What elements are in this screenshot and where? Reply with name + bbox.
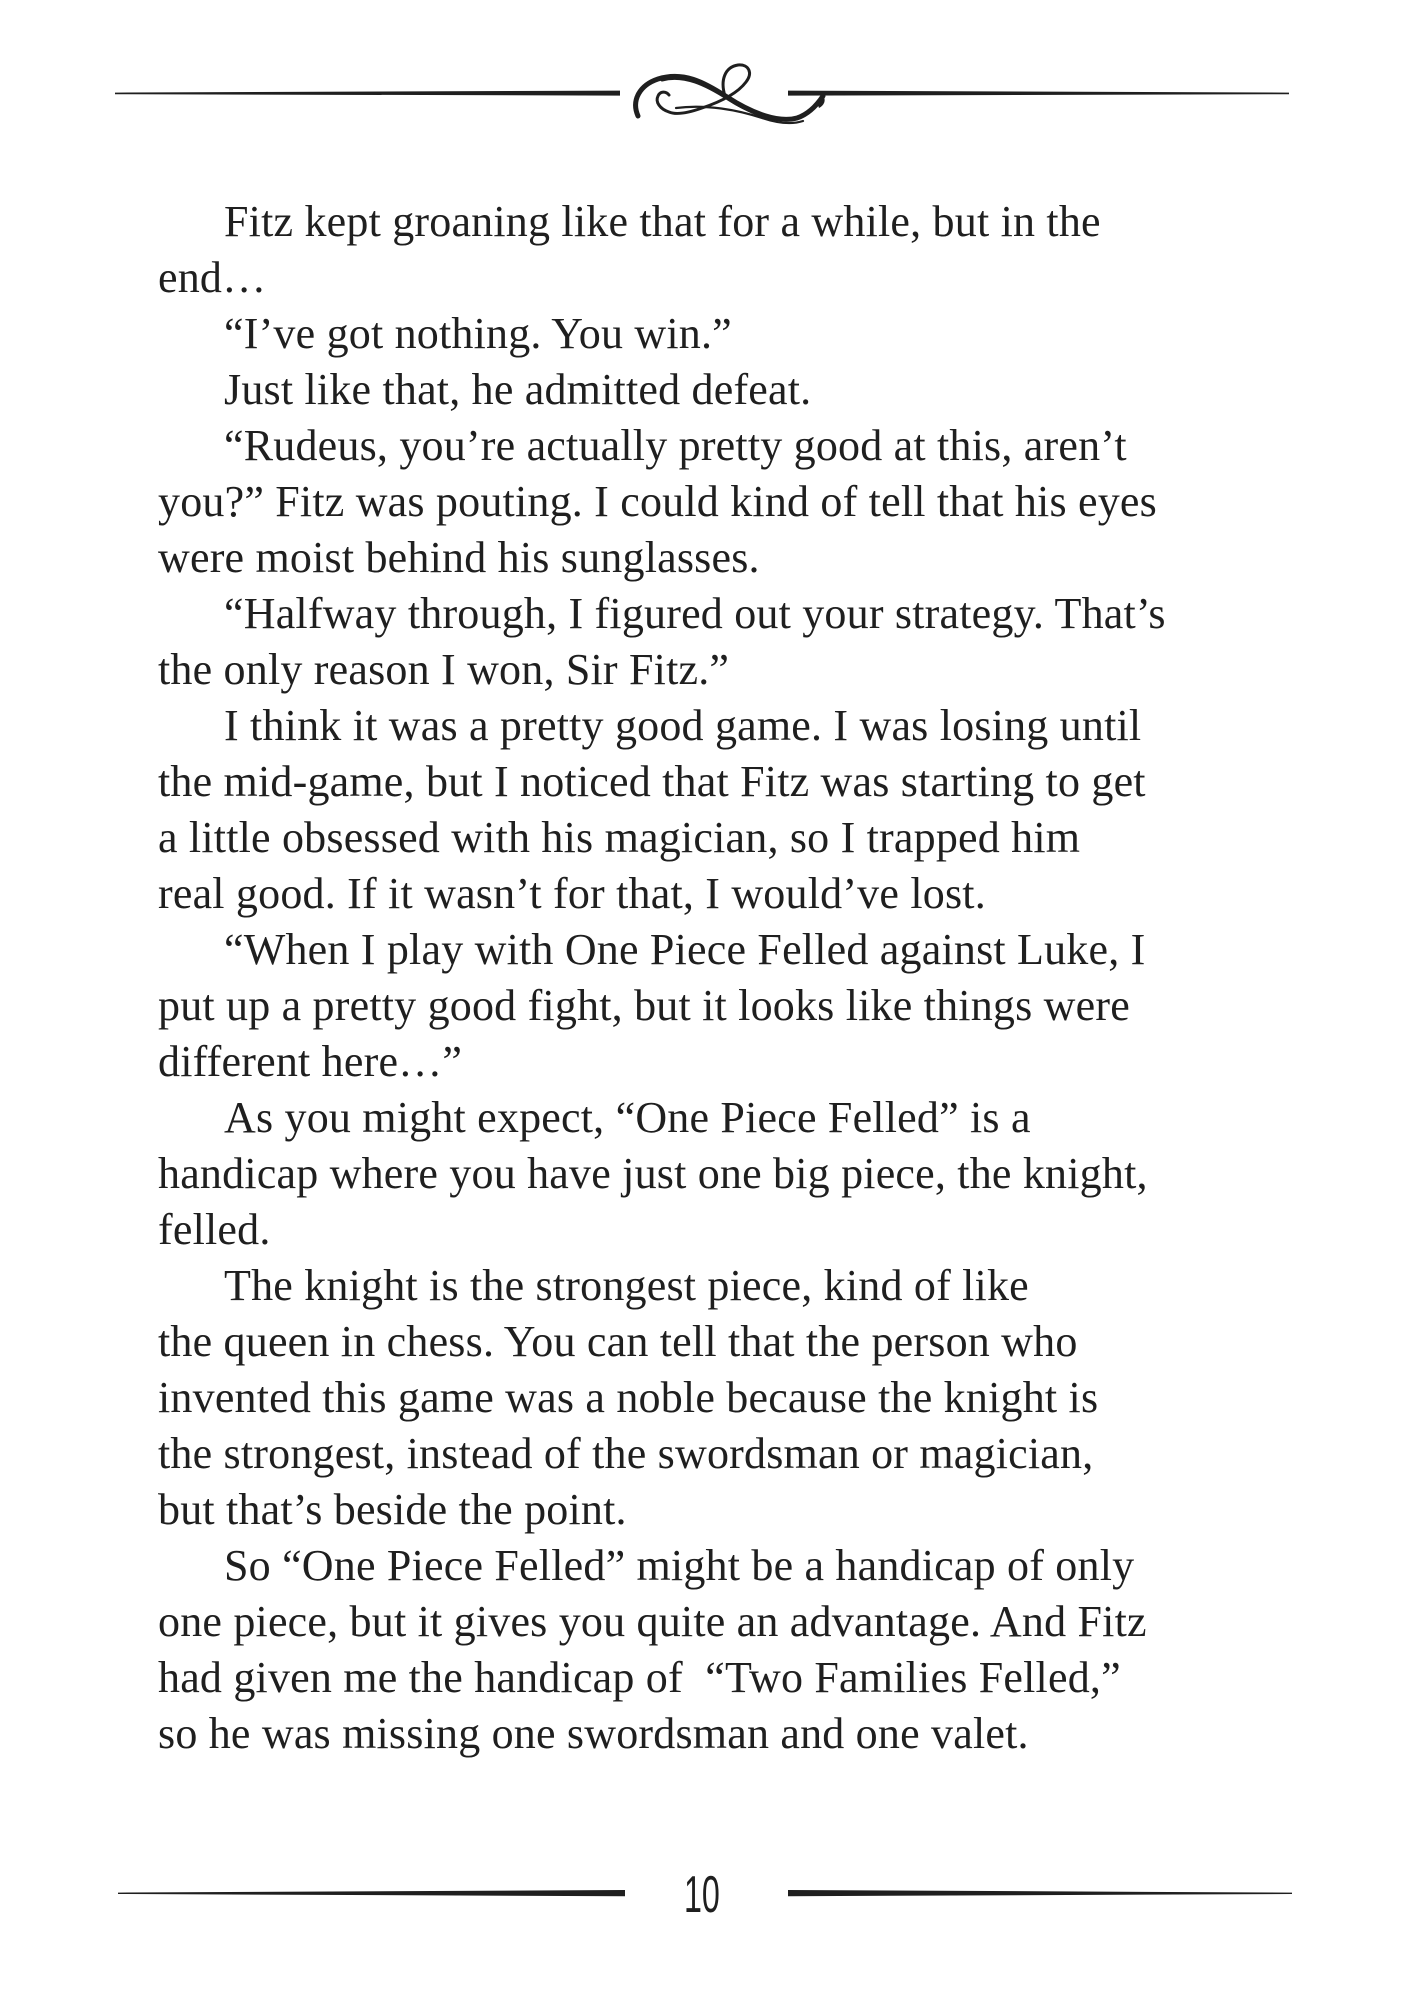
text-line: put up a pretty good fight, but it looks like things were [158, 981, 1130, 1030]
paragraph [158, 362, 1258, 418]
text-line: “Halfway through, I figured out your strategy. That’s [224, 589, 1166, 638]
paragraph [158, 194, 1258, 306]
text-line: Just like that, he admitted defeat. [224, 365, 812, 414]
paragraph [158, 418, 1258, 586]
text-line: “When I play with One Piece Felled against Luke, I [224, 925, 1146, 974]
text-line: the queen in chess. You can tell that the person who [158, 1317, 1078, 1366]
paragraph [158, 1258, 1258, 1538]
text-line: invented this game was a noble because the knight is [158, 1373, 1099, 1422]
text-line: “I’ve got nothing. You win.” [224, 309, 732, 358]
header-rule-left [115, 91, 620, 96]
header-rule-right [788, 91, 1289, 96]
text-line: real good. If it wasn’t for that, I would’ve lost. [158, 869, 986, 918]
text-line: The knight is the strongest piece, kind of like [224, 1261, 1029, 1310]
text-block [158, 194, 1258, 1762]
text-line: you?” Fitz was pouting. I could kind of tell that his eyes [158, 477, 1157, 526]
text-line: had given me the handicap of “Two Families Felled,” [158, 1653, 1121, 1702]
text-line: different here…” [158, 1037, 463, 1086]
paragraph [158, 586, 1258, 698]
paragraph [158, 1538, 1258, 1762]
paragraph [158, 922, 1258, 1090]
header-divider [0, 0, 1404, 160]
text-line: so he was missing one swordsman and one valet. [158, 1709, 1029, 1758]
text-line: So “One Piece Felled” might be a handicap of only [224, 1541, 1135, 1590]
footer [0, 1860, 1404, 1940]
text-line: felled. [158, 1205, 271, 1254]
text-line: a little obsessed with his magician, so I trapped him [158, 813, 1081, 862]
text-line: “Rudeus, you’re actually pretty good at this, aren’t [224, 421, 1127, 470]
text-line: were moist behind his sunglasses. [158, 533, 760, 582]
text-line: the mid-game, but I noticed that Fitz was starting to get [158, 757, 1146, 806]
text-line: but that’s beside the point. [158, 1485, 627, 1534]
text-line: As you might expect, “One Piece Felled” is a [224, 1093, 1031, 1142]
paragraph [158, 306, 1258, 362]
page-number: 10 [684, 1866, 720, 1924]
text-line: the strongest, instead of the swordsman or magician, [158, 1429, 1094, 1478]
text-line: I think it was a pretty good game. I was losing until [224, 701, 1142, 750]
paragraph [158, 698, 1258, 922]
text-line: the only reason I won, Sir Fitz.” [158, 645, 730, 694]
text-line: end… [158, 253, 267, 302]
paragraph [158, 1090, 1258, 1258]
text-line: Fitz kept groaning like that for a while, but in the [224, 197, 1101, 246]
text-line: one piece, but it gives you quite an advantage. And Fitz [158, 1597, 1147, 1646]
text-line: handicap where you have just one big piece, the knight, [158, 1149, 1148, 1198]
